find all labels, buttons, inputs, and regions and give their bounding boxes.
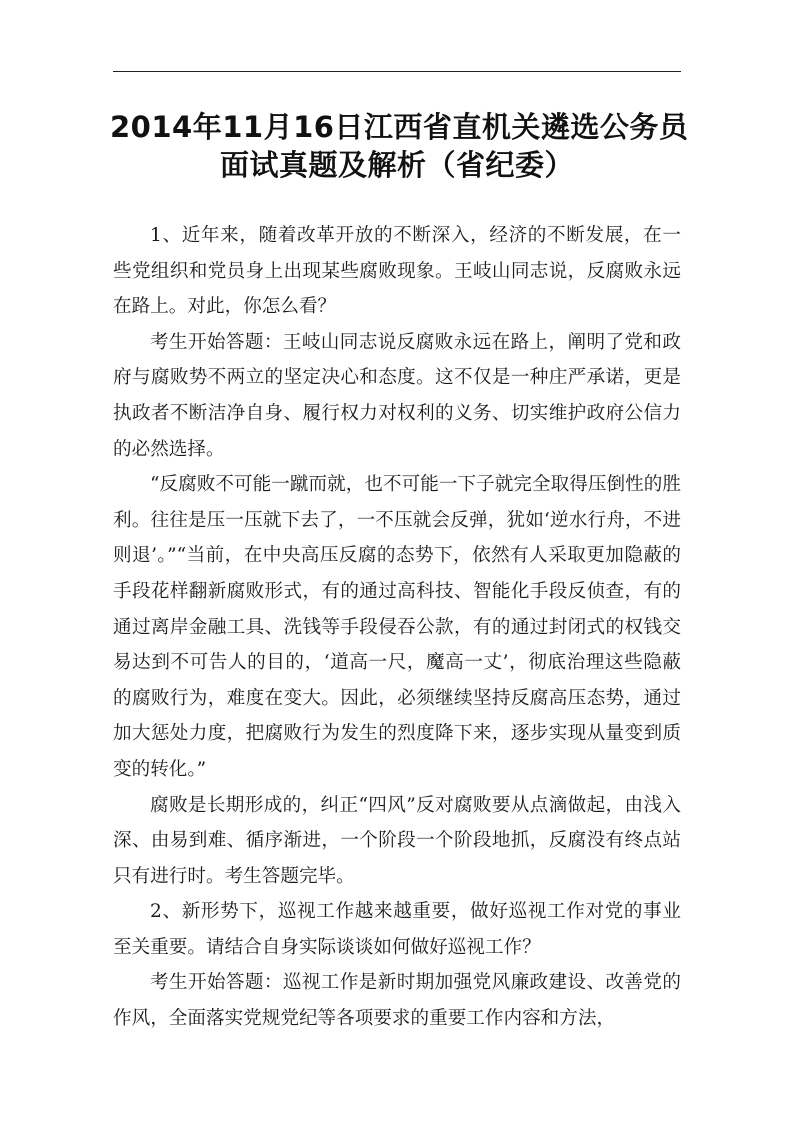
paragraph-question-1: 1、近年来，随着改革开放的不断深入，经济的不断发展，在一些党组织和党员身上出现某些腐败现象。王岐山同志说，反腐败永远在路上。对此，你怎么看？ (113, 225, 681, 318)
paragraph-answer-1-conclusion: 腐败是长期形成的，纠正“四风”反对腐败要从点滴做起，由浅入深、由易到难、循序渐进，一个阶段一个阶段地抓，反腐没有终点站只有进行时。考生答题完毕。 (113, 794, 681, 887)
paragraph-answer-2-intro: 考生开始答题：巡视工作是新时期加强党风廉政建设、改善党的作风，全面落实党规党纪等各项要求的重要工作内容和方法， (113, 972, 681, 1030)
paragraph-answer-1-quote: “反腐败不可能一蹴而就，也不可能一下子就完全取得压倒性的胜利。往往是压一压就下去了，一不压就会反弹，犹如‘逆水行舟，不进则退’。”“当前，在中央高压反腐的态势下，依然有人采取更加隐蔽的手段花样翻新腐败形式，有的通过高科技、智能化手段反侦查，有的通过离岸金融工具、洗钱等手段侵吞公款，有的通过封闭式的权钱交易达到不可告人的目的，‘道高一尺，魔高一丈’，彻底治理这些隐蔽的腐败行为，难度在变大。因此，必须继续坚持反腐高压态势，通过加大惩处力度，把腐败行为发生的烈度降下来，逐步实现从量变到质变的转化。” (113, 474, 681, 780)
header-rule (113, 71, 681, 72)
paragraph-answer-1-intro: 考生开始答题：王岐山同志说反腐败永远在路上，阐明了党和政府与腐败势不两立的坚定决心和态度。这不仅是一种庄严承诺，更是执政者不断洁净自身、履行权力对权利的义务、切实维护政府公信力的必然选择。 (113, 331, 681, 460)
document-title (110, 108, 689, 184)
paragraph-question-2: 2、新形势下，巡视工作越来越重要，做好巡视工作对党的事业至关重要。请结合自身实际谈谈如何做好巡视工作？ (113, 901, 681, 958)
title-line-2: 面试真题及解析（省纪委） (219, 148, 574, 182)
document-body (113, 218, 681, 1037)
title-line-1: 2014年11月16日江西省直机关遴选公务员 (110, 110, 689, 144)
